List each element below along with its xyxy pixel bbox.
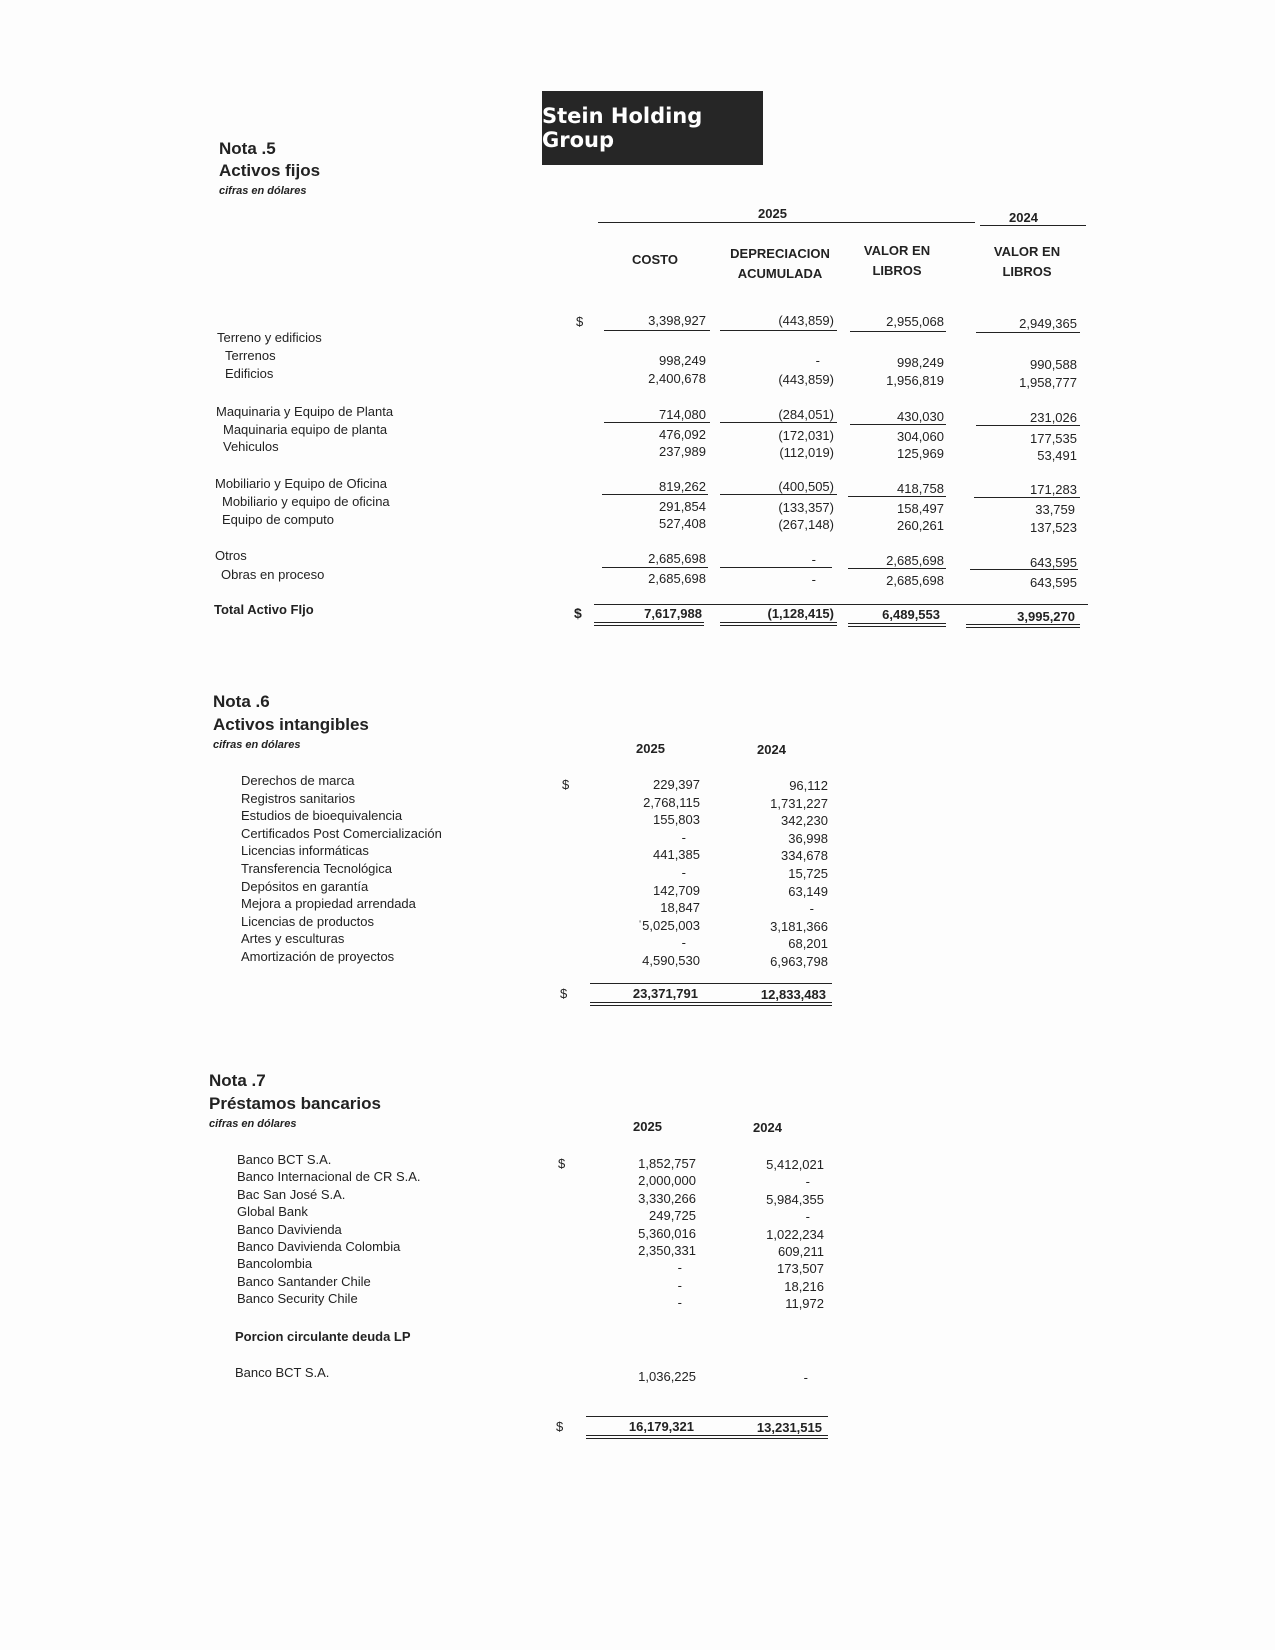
- note5-currency: $: [576, 314, 584, 329]
- note6-row-2025: -: [681, 865, 686, 880]
- note5-maq-rule-costo: [604, 422, 710, 423]
- note6-row-2024: 36,998: [788, 830, 828, 846]
- note5-row-obras-valor: 2,685,698: [886, 573, 944, 588]
- note5-top-rule-valor24: [976, 332, 1080, 333]
- note5-top-costo: 3,398,927: [648, 313, 706, 328]
- note5-group-mobiliario-dep: (400,505): [778, 479, 834, 494]
- note7-title: Préstamos bancarios: [209, 1094, 381, 1113]
- note5-total-valor: 6,489,553: [882, 607, 940, 622]
- note6-row-label: Registros sanitarios: [241, 790, 356, 806]
- note5-col-depreciacion: DEPRECIACION ACUMULADA: [730, 246, 830, 281]
- note7-row-2025: 5,360,016: [638, 1225, 696, 1241]
- note5-maq-rule-valor24: [976, 425, 1080, 426]
- note6-row-2025: 229,397: [653, 777, 700, 792]
- note5-otros-rule-valor24: [970, 569, 1078, 570]
- note5-row-edificios-label: Edificios: [225, 366, 274, 381]
- note5-maq-rule-dep: [720, 422, 837, 423]
- note5-row-vehiculos-valor24: 53,491: [1037, 448, 1077, 463]
- note6-total-top-rule: [590, 983, 832, 984]
- note6-row-2024: -: [809, 901, 814, 917]
- note7-total-2025: 16,179,321: [628, 1419, 694, 1434]
- note5-year-2025: 2025: [758, 206, 787, 221]
- note7-row-2024: -: [805, 1174, 810, 1190]
- note5-top-rule-valor: [850, 331, 946, 332]
- note5-group-mobiliario-costo: 819,262: [659, 479, 706, 494]
- note6-total-2025: 23,371,791: [632, 986, 698, 1001]
- note5-group-otros-label: Otros: [215, 548, 247, 563]
- note6-total-2024: 12,833,483: [760, 987, 826, 1002]
- note7-row-2025: -: [677, 1260, 682, 1276]
- note7-row-2025: -: [677, 1277, 682, 1293]
- note6-row-label: Mejora a propiedad arrendada: [241, 896, 416, 912]
- note5-row-edificios-dep: (443,859): [778, 372, 834, 387]
- note6-row-2024: 15,725: [788, 866, 828, 881]
- note5-otros-rule-costo: [602, 567, 708, 568]
- note5-mob-rule-valor24: [974, 497, 1080, 498]
- note6-row-label: Estudios de bioequivalencia: [241, 808, 403, 824]
- note5-group-maquinaria-label: Maquinaria y Equipo de Planta: [216, 404, 394, 419]
- note5-total-currency: $: [574, 605, 582, 621]
- note7-total-top-rule: [586, 1416, 828, 1417]
- note5-row-mobiliario-dep: (133,357): [778, 500, 834, 515]
- note7-lp-2024: -: [803, 1370, 808, 1385]
- note7-row-2025: 2,000,000: [638, 1173, 696, 1189]
- note5-col-valor-2024: VALOR EN LIBROS: [993, 244, 1061, 279]
- note6-year-2025: 2025: [636, 741, 665, 756]
- note5-row-edificios-valor24: 1,958,777: [1019, 375, 1077, 390]
- note6-total-dbl-rule: [590, 1002, 832, 1006]
- note7-row-label: Bac San José S.A.: [237, 1186, 346, 1202]
- note7-row-2024: 609,211: [777, 1244, 824, 1259]
- note5-maq-rule-valor: [850, 424, 946, 425]
- note6-row-2025: 18,847: [660, 900, 700, 916]
- note7-currency: $: [558, 1156, 566, 1171]
- note5-row-vehiculos-dep: (112,019): [779, 445, 834, 460]
- note7-lp-2025: 1,036,225: [638, 1369, 696, 1384]
- note5-title: Activos fijos: [219, 161, 321, 180]
- note5-row-maquinaria-dep: (172,031): [778, 428, 834, 443]
- note7-year-2025: 2025: [633, 1119, 662, 1134]
- note7-total-currency: $: [556, 1419, 564, 1434]
- note7-total-dbl-rule: [586, 1435, 828, 1439]
- note6-row-2024: 342,230: [781, 813, 828, 829]
- note5-2024-header-rule: [980, 225, 1086, 226]
- note5-group-maquinaria-dep: (284,051): [778, 407, 834, 422]
- note5-group-otros-costo: 2,685,698: [648, 551, 706, 566]
- note5-row-mobiliario-costo: 291,854: [659, 499, 706, 514]
- note6-row-label: Licencias de productos: [241, 913, 374, 929]
- note6-row-label: Depósitos en garantía: [241, 878, 369, 894]
- note6-subtitle: cifras en dólares: [213, 739, 301, 751]
- note5-group-mobiliario-label: Mobiliario y Equipo de Oficina: [215, 476, 387, 491]
- note5-row-vehiculos-valor: 125,969: [897, 446, 944, 461]
- note5-total-label: Total Activo FIjo: [214, 602, 314, 617]
- note5-total-dbl-valor24: [966, 624, 1080, 628]
- note7-row-label: Banco Davivienda Colombia: [237, 1239, 401, 1254]
- note5-mob-rule-dep: [720, 494, 837, 495]
- note5-mob-rule-valor: [848, 496, 946, 497]
- note7-row-2024: 11,972: [785, 1296, 824, 1312]
- note5-top-valor24: 2,949,365: [1019, 316, 1077, 331]
- note5-total-dbl-dep: [720, 622, 837, 626]
- note6-year-2024: 2024: [757, 742, 786, 757]
- note5-group-otros-valor24: 643,595: [1030, 555, 1077, 570]
- note7-row-label: Global Bank: [237, 1204, 308, 1220]
- note7-lp-label: Banco BCT S.A.: [235, 1365, 330, 1380]
- note7-row-2024: -: [805, 1209, 810, 1225]
- note5-row-terrenos-valor: 998,249: [897, 355, 944, 370]
- note5-col-valor-2025: VALOR EN LIBROS: [863, 243, 931, 278]
- note6-row-2025: -: [681, 935, 686, 951]
- note5-group-mobiliario-valor: 418,758: [897, 481, 944, 496]
- note7-row-label: Banco Santander Chile: [237, 1273, 371, 1289]
- note5-top-rule-dep: [720, 330, 837, 331]
- note5-row-maquinaria-valor24: 177,535: [1030, 431, 1077, 446]
- note5-number: Nota .5: [219, 139, 276, 158]
- note6-row-label: Artes y esculturas: [241, 931, 345, 947]
- note6-row-2024: 68,201: [788, 936, 828, 952]
- note6-row-label: Certificados Post Comercialización: [241, 825, 442, 841]
- note7-row-2024: 5,984,355: [766, 1191, 824, 1207]
- note5-total-costo: 7,617,988: [644, 606, 702, 621]
- note5-row-computo-valor24: 137,523: [1030, 520, 1077, 535]
- note7-row-2024: 1,022,234: [766, 1226, 824, 1242]
- note5-total-dbl-valor: [848, 623, 946, 627]
- note6-row-2025: 155,803: [653, 812, 700, 828]
- note5-group-mobiliario-valor24: 171,283: [1030, 482, 1077, 497]
- note5-group-maquinaria-valor24: 231,026: [1030, 410, 1077, 425]
- note5-col-costo: COSTO: [632, 252, 678, 267]
- note6-row-2024: 6,963,798: [770, 954, 828, 969]
- note6-title: Activos intangibles: [213, 715, 369, 734]
- note7-section-label: Porcion circulante deuda LP: [235, 1329, 411, 1344]
- note5-mob-rule-costo: [602, 494, 708, 495]
- note5-row-mobiliario-label: Mobiliario y equipo de oficina: [222, 494, 390, 509]
- note5-top-rule-costo: [604, 330, 710, 331]
- note5-group-otros-valor: 2,685,698: [886, 553, 944, 568]
- note5-row-computo-label: Equipo de computo: [222, 512, 335, 527]
- note7-row-label: Banco Davivienda: [237, 1221, 342, 1237]
- note5-row-computo-dep: (267,148): [778, 517, 834, 532]
- note5-row-edificios-valor: 1,956,819: [886, 373, 944, 388]
- note7-row-label: Banco BCT S.A.: [237, 1152, 332, 1167]
- note5-total-dep: (1,128,415): [767, 606, 834, 621]
- note6-row-label: Amortización de proyectos: [241, 949, 395, 964]
- note6-row-label: Transferencia Tecnológica: [241, 861, 393, 876]
- note6-row-2024: 63,149: [788, 883, 828, 899]
- note5-row-terrenos-costo: 998,249: [659, 353, 706, 368]
- note5-total-dbl-costo: [594, 622, 704, 626]
- note7-number: Nota .7: [209, 1071, 266, 1090]
- note6-row-2025: 4,590,530: [642, 953, 700, 968]
- note5-row-vehiculos-label: Vehiculos: [223, 439, 279, 454]
- note6-row-2025: 2,768,115: [643, 794, 700, 810]
- note6-total-currency: $: [560, 986, 568, 1001]
- note5-row-computo-valor: 260,261: [897, 518, 944, 533]
- note6-row-2025: ˈ5,025,003: [637, 917, 700, 933]
- note5-year-2024: 2024: [1009, 210, 1038, 225]
- note5-otros-rule-valor: [848, 568, 946, 569]
- note6-row-2024: 3,181,366: [770, 918, 828, 934]
- note5-row-obras-costo: 2,685,698: [648, 571, 706, 586]
- note5-row-mobiliario-valor24: 33,759: [1035, 502, 1075, 517]
- note6-row-2025: 441,385: [653, 847, 700, 863]
- note5-subtitle: cifras en dólares: [219, 185, 307, 197]
- note5-top-dep: (443,859): [778, 313, 834, 328]
- note5-row-obras-dep: -: [811, 572, 816, 587]
- note5-total-valor24: 3,995,270: [1017, 609, 1075, 624]
- note7-row-label: Bancolombia: [237, 1256, 313, 1272]
- note6-row-2024: 96,112: [789, 778, 828, 793]
- note7-year-2024: 2024: [753, 1120, 782, 1135]
- note7-row-2025: 1,852,757: [638, 1156, 696, 1171]
- note5-row-mobiliario-valor: 158,497: [897, 501, 944, 516]
- note6-row-2025: -: [681, 829, 686, 845]
- note5-row-terrenos-label: Terrenos: [225, 348, 276, 363]
- note7-row-2025: 249,725: [649, 1208, 696, 1224]
- note5-row-obras-label: Obras en proceso: [221, 567, 325, 582]
- note5-row-computo-costo: 527,408: [659, 516, 706, 531]
- note5-group-otros-dep: -: [811, 552, 816, 567]
- note7-row-2024: 5,412,021: [766, 1157, 824, 1172]
- company-logo: Stein Holding Group: [542, 91, 763, 165]
- note7-row-2025: 3,330,266: [638, 1190, 696, 1206]
- note7-row-2025: 2,350,331: [638, 1243, 696, 1258]
- note5-otros-rule-dep: [720, 567, 832, 568]
- note5-group-terreno-label: Terreno y edificios: [217, 330, 322, 345]
- note5-row-maquinaria-label: Maquinaria equipo de planta: [223, 422, 388, 437]
- note6-row-2024: 334,678: [781, 848, 828, 864]
- note7-row-2024: 173,507: [777, 1261, 824, 1277]
- note5-row-vehiculos-costo: 237,989: [659, 444, 706, 459]
- note7-subtitle: cifras en dólares: [209, 1118, 297, 1130]
- note7-row-label: Banco Security Chile: [237, 1291, 358, 1307]
- note5-top-valor: 2,955,068: [886, 314, 944, 329]
- note5-row-obras-valor24: 643,595: [1030, 575, 1077, 590]
- note5-row-maquinaria-valor: 304,060: [897, 429, 944, 444]
- note5-row-edificios-costo: 2,400,678: [648, 371, 706, 386]
- note5-row-terrenos-valor24: 990,588: [1030, 357, 1077, 372]
- note7-row-2025: -: [677, 1295, 682, 1311]
- note5-2025-header-rule: [598, 222, 975, 223]
- note5-row-maquinaria-costo: 476,092: [659, 427, 706, 442]
- note6-row-label: Licencias informáticas: [241, 843, 369, 859]
- note5-row-terrenos-dep: -: [815, 353, 820, 368]
- note6-number: Nota .6: [213, 692, 270, 711]
- note5-group-maquinaria-valor: 430,030: [897, 409, 944, 424]
- note6-row-label: Derechos de marca: [241, 773, 355, 788]
- note7-row-2024: 18,216: [784, 1278, 824, 1294]
- note6-row-2024: 1,731,227: [770, 795, 828, 811]
- note7-row-label: Banco Internacional de CR S.A.: [237, 1169, 421, 1185]
- note5-group-maquinaria-costo: 714,080: [659, 407, 706, 422]
- note6-currency: $: [562, 777, 570, 792]
- note5-total-top-rule: [594, 604, 1088, 605]
- note6-row-2025: 142,709: [653, 882, 700, 898]
- note7-total-2024: 13,231,515: [756, 1420, 822, 1435]
